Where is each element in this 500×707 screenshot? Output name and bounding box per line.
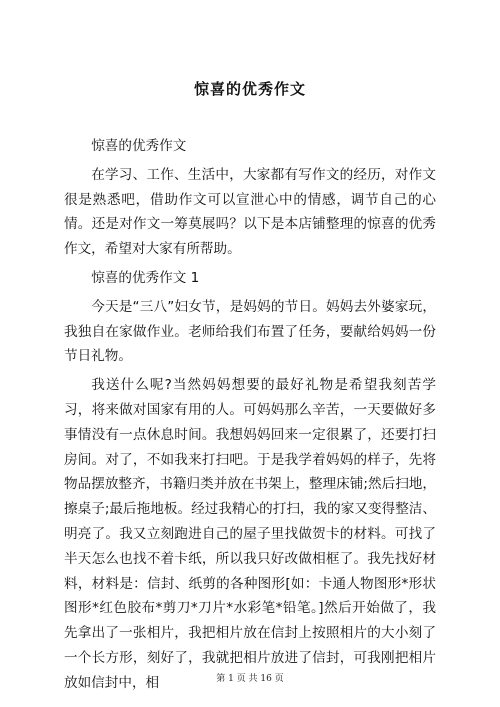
section-heading: 惊喜的优秀作文 — [91, 138, 187, 154]
page-footer: 第 1 页 共 16 页 — [216, 674, 284, 684]
intro-paragraph: 在学习、工作、生活中，大家都有写作文的经历，对作文很是熟悉吧，借助作文可以宣泄心中的情感，调节自己的心情。还是对作文一筹莫展吗？以下是本店铺整理的惊喜的优秀作文，希望对大家有所帮助。 — [64, 166, 436, 258]
essay-heading: 惊喜的优秀作文 1 — [91, 269, 200, 286]
body-paragraph: 我送什么呢?当然妈妈想要的最好礼物是希望我刻苦学习，将来做对国家有用的人。可妈妈那么辛苦，一天要做好多事情没有一点休息时间。我想妈妈回来一定很累了，还要打扫房间。对了，不如我来打扫吧。于是我学着妈妈的样子，先将物品摆放整齐，书籍归类并放在书架上，整理床铺;然后扫地，擦桌子;最后拖地板。经过我精心的打扫，我的家又变得整洁、明亮了。我又立刻跑进自己的屋子里找做贺卡的材料。可找了半天怎么也找不着卡纸，所以我只好改做相框了。我先找好材料，材料是：信封、纸剪的各种图形[如：卡通人物图形*形状图形*红色胶布*剪刀*刀片*水彩笔*铅笔。]然后开始做了，我先拿出了一张相片，我把相片放在信封上按照相片的大小刻了一个长方形，刻好了，我就把相片放进了信封，可我刚把相片放如信封中，相 — [64, 377, 436, 691]
document-body — [64, 134, 436, 700]
body-paragraph: 今天是“三八”妇女节，是妈妈的节日。妈妈去外婆家玩，我独自在家做作业。老师给我们布置了任务，要献给妈妈一份节日礼物。 — [64, 298, 436, 365]
document-title: 惊喜的优秀作文 — [193, 80, 306, 98]
